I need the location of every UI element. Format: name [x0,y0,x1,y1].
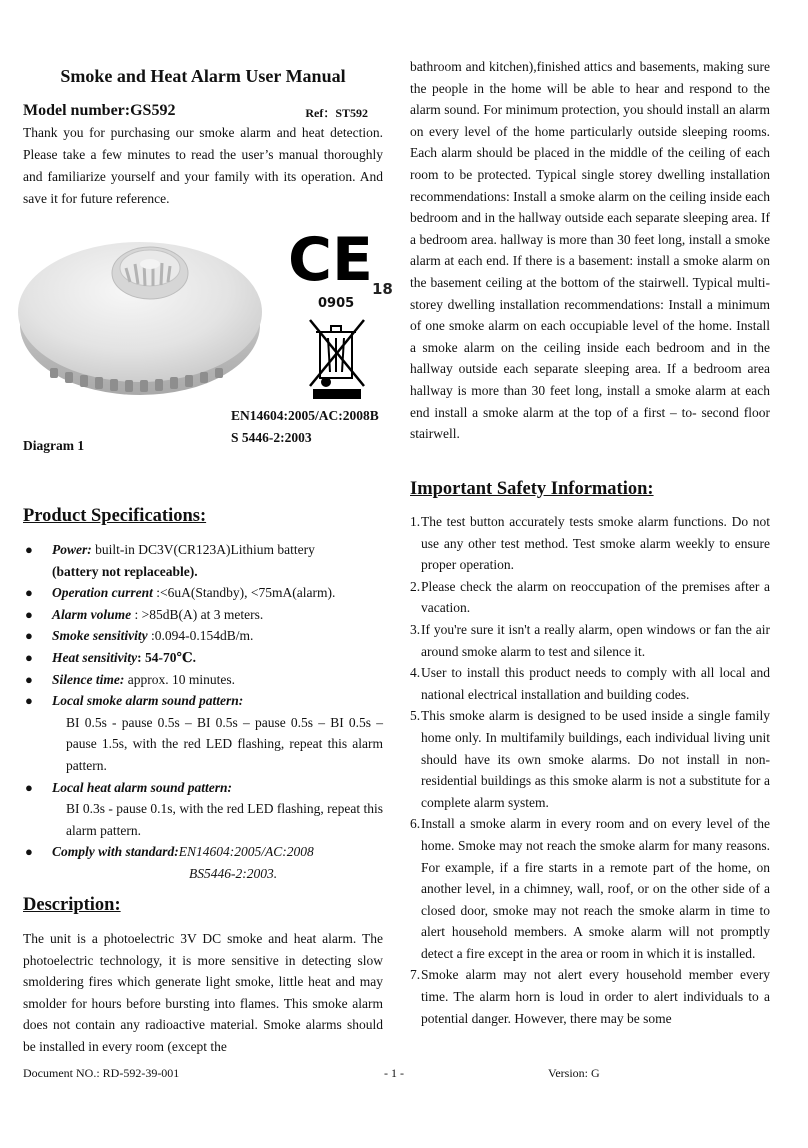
spec-item: ● Alarm volume : >85dB(A) at 3 meters. [23,604,383,626]
spec-item: ● Local smoke alarm sound pattern: BI 0.5s - pause 0.5s – BI 0.5s – pause 0.5s – BI 0.5s – pause 1.5s, with the red LED flashing, repeat this alarm pattern. [23,690,383,776]
footer-doc-number: Document NO.: RD-592-39-001 [23,1066,180,1080]
spec-item: ● Local heat alarm sound pattern: BI 0.3s - pause 0.1s, with the red LED flashing, repeat this alarm pattern. [23,777,383,842]
spec-item: ● Heat sensitivity: 54-70℃. [23,647,383,669]
bullet-icon: ● [25,779,33,795]
bullet-icon: ● [25,649,33,665]
diagram-caption: Diagram 1 [23,438,85,453]
bullet-icon: ● [25,671,33,687]
standard-line-2: S 5446-2:2003 [231,430,312,445]
model-label: Model number: [23,102,131,119]
smoke-alarm-image [18,242,262,395]
bullet-icon: ● [25,585,33,601]
standard-line-1: EN14604:2005/AC:2008B [231,408,379,423]
intro-paragraph: Thank you for purchasing our smoke alarm and heat detection. Please take a few minutes to read the user’s manual thoroughly and familiarize yourself and your family with its operation. And save it for future reference. [23,125,383,206]
bullet-icon: ● [25,628,33,644]
description-text: The unit is a photoelectric 3V DC smoke and heat alarm. The photoelectric technology, it is more sensitive in detecting slow smoldering fires which generate light smoke, little heat and may smolder for hours before bursting into flames. This smoke alarm does not contain any radioactive material. Smoke alarms should be installed in every room (except the [23,931,383,1054]
weee-bin-icon [310,320,364,398]
ce-notified-body: 0905 [318,296,355,311]
spec-item: ● Silence time: approx. 10 minutes. [23,669,383,691]
bullet-icon: ● [25,844,33,860]
spec-item: ● Comply with standard:EN14604:2005/AC:2008 BS5446-2:2003. [23,841,383,884]
safety-item: 4. User to install this product needs to comply with all local and national electrical installation and building codes. [410,665,770,702]
model-number: GS592 [130,102,176,119]
safety-item: 5. This smoke alarm is designed to be used inside a single family home only. In multifamily buildings, each individual living unit should have its own smoke alarms. Do not install in non-residential buildings as this smoke alarm is not a substitute for a complete alarm system. [410,708,770,810]
ref-number: Ref：ST592 [305,106,368,120]
specs-list [23,539,383,885]
safety-item: 6. Install a smoke alarm in every room and on every level of the home. Smoke may not reach the smoke alarm for many reasons. For example, if a fire starts in a remote part of the home, on another level, in a chimney, wall, roof, or on the other side of a closed door, smoke may not reach the smoke alarm in time to alert household members. A smoke alarm will not promptly detect a fire except in the area or room in which it is installed. [410,816,770,961]
sound-pattern-text: BI 0.3s - pause 0.1s, with the red LED flashing, repeat this alarm pattern. [66,801,383,838]
safety-heading: Important Safety Information: [410,479,654,499]
sound-pattern-text: BI 0.5s - pause 0.5s – BI 0.5s – pause 0.5s – BI 0.5s – pause 1.5s, with the red LED flashing, repeat this alarm pattern. [66,714,383,773]
bullet-icon: ● [25,542,33,557]
footer-page-number: - 1 - [384,1066,404,1080]
spec-item: ● Smoke sensitivity :0.094-0.154dB/m. [23,625,383,647]
spec-item: ● Operation current :<6uA(Standby), <75mA(alarm). [23,582,383,604]
safety-list [410,511,770,1029]
bullet-icon: ● [25,693,33,709]
description-continued: bathroom and kitchen),finished attics and basements, making sure the people in the home will be able to hear and respond to the alarm sound. For minimum protection, you should install an alarm on every level of the home particularly outside sleeping rooms. Each alarm should be placed in the middle of the ceiling of each room to be protected. Typical single storey dwelling installation recommendations: Install a smoke alarm on the ceiling inside each bedroom and in the hallway outside each separate sleeping area. If a bedroom area. hallway is more than 30 feet long, install a smoke alarm at each end. If there is a basement: install a smoke alarm on the basement ceiling at the bottom of the stairwell. Typical multi-storey dwelling installation recommendations: Install a minimum of one smoke alarm on each occupiable level of the home. Install a smoke alarm on the ceiling inside each bedroom and in the hallway outside each separate sleeping area. If a bedroom area hallway is more than 30 feet long, install a smoke alarm at each end install a smoke alarm at the top of a first – to- second floor stairwell. [410,59,770,442]
bullet-icon: ● [25,606,33,622]
safety-item: 2. Please check the alarm on reoccupation of the premises after a vacation. [410,578,770,616]
standard-continued: BS5446-2:2003. [189,865,278,881]
footer-version: Version: G [548,1066,600,1080]
ce-mark-icon [288,225,393,311]
spec-item: ● Power: built-in DC3V(CR123A)Lithium battery (battery not replaceable). [23,539,383,582]
description-heading: Description: [23,895,121,915]
safety-item: 3. If you're sure it isn't a really alarm, open windows or fan the air around smoke alarm to test and silence it. [410,621,770,659]
ce-sub-number: 18 [372,280,393,298]
specs-heading: Product Specifications: [23,506,207,526]
safety-item: 7. Smoke alarm may not alert every household member every time. The alarm horn is loud in order to alert individuals to a potential danger. However, there may be some [410,967,770,1026]
page-title: Smoke and Heat Alarm User Manual [60,66,346,86]
ce-mark-text: CE [288,225,374,295]
model-line [23,102,368,120]
safety-item: 1. The test button accurately tests smoke alarm functions. Do not use any other test method. Test smoke alarm weekly to ensure proper operation. [410,514,770,573]
